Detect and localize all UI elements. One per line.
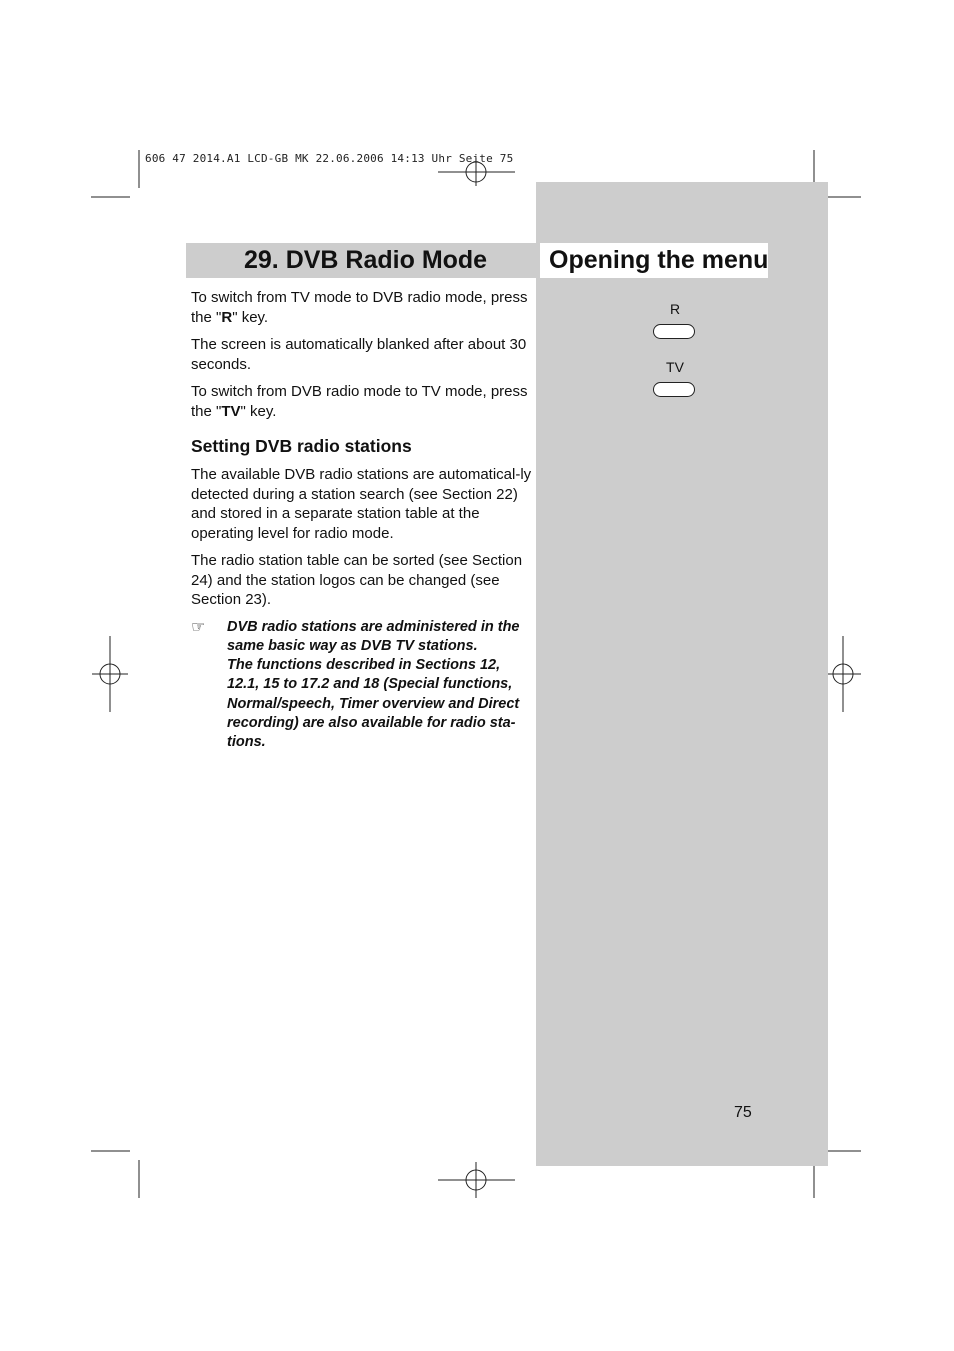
tv-key-label: TV [666,359,684,375]
section-title: 29. DVB Radio Mode [186,243,536,278]
radio-key-name: R [221,308,233,326]
note-line-1: DVB radio stations are administered in the same basic way as DVB TV stations. [227,618,520,654]
switch-to-tv-paragraph: To switch from DVB radio mode to TV mode, press the "TV" key. [191,383,528,420]
page-number: 75 [734,1104,752,1121]
print-slug: 606 47 2014.A1 LCD-GB MK 22.06.2006 14:13 Uhr Seite 75 [145,152,514,165]
station-table-paragraph: The radio station table can be sorted (see Section 24) and the station logos can be changed (see Section 23). [191,552,523,608]
switch-to-radio-paragraph: To switch from TV mode to DVB radio mode, press the "R" key. [191,289,528,326]
station-detection-paragraph: The available DVB radio stations are automatical-ly detected during a station search (see Section 22) and stored in a separate station table at the operating level for radio mode. [191,466,532,542]
r-key-label: R [669,301,681,317]
r-key-button[interactable] [653,324,695,339]
note-text [227,618,533,753]
note-block [191,618,533,753]
blank-screen-paragraph: The screen is automatically blanked after about 30 seconds. [191,336,527,373]
subsection-heading: Setting DVB radio stations [191,436,412,456]
sidebar-title: Opening the menu [540,243,768,278]
tv-key-button[interactable] [653,382,695,397]
main-content [191,288,533,753]
tv-key-name: TV [221,402,241,420]
pointing-hand-icon: ☞ [191,618,206,636]
note-line-2: The functions described in Sections 12, 12.1, 15 to 17.2 and 18 (Special functions, Normal/speech, Timer overview and Direct recording) are also available for radio sta-tions. [227,657,520,751]
